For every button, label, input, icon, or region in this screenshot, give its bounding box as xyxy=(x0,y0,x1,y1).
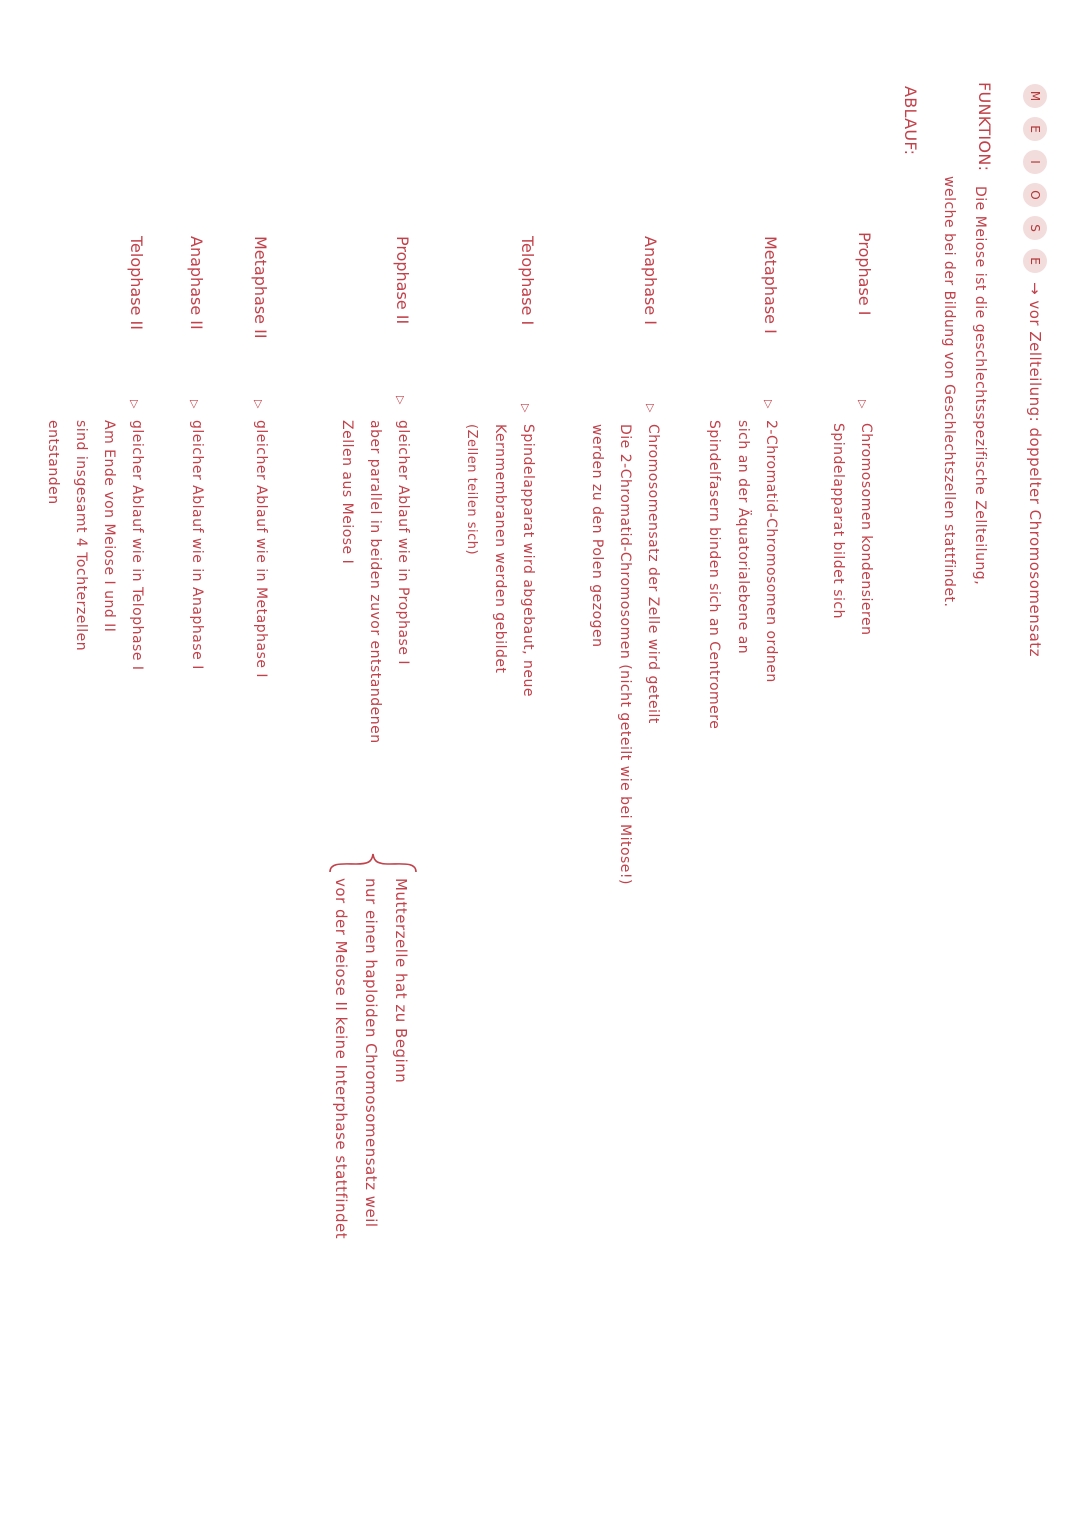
phase-line: 2-Chromatid-Chromosomen ordnen xyxy=(763,420,779,683)
title-letter-m: M xyxy=(1023,84,1047,108)
bullet-triangle-icon: ▷ xyxy=(188,400,201,409)
phase-name-prophase-2: Prophase II xyxy=(393,236,412,325)
bullet-triangle-icon: ▷ xyxy=(519,404,532,413)
bullet-triangle-icon: ▷ xyxy=(128,400,141,409)
phase-line: (Zellen teilen sich) xyxy=(464,424,479,556)
funktion-line-1: Die Meiose ist die geschlechtsspezifische Zellteilung, xyxy=(972,186,988,586)
phase-line: Chromosomensatz der Zelle wird geteilt xyxy=(645,424,661,724)
phase-line: Spindelapparat bildet sich xyxy=(830,423,846,619)
title-letter-o: O xyxy=(1023,183,1047,207)
side-note-line: nur einen haploiden Chromosomensatz weil xyxy=(362,878,380,1228)
phase-line: gleicher Ablauf wie in Metaphase I xyxy=(253,420,269,679)
phase-line: werden zu den Polen gezogen xyxy=(589,424,605,648)
title-letter-e: E xyxy=(1023,117,1047,141)
phase-line: Kernmembranen werden gebildet xyxy=(492,424,508,674)
side-note-line: vor der Meiose II keine Interphase stattfindet xyxy=(332,878,350,1240)
title-letter-s: S xyxy=(1023,216,1047,240)
phase-line: Am Ende von Meiose I und II xyxy=(101,420,117,633)
funktion-line-2: welche bei der Bildung von Geschlechtszellen stattfindet. xyxy=(941,176,957,608)
phase-line: gleicher Ablauf wie in Anaphase I xyxy=(189,420,205,670)
ablauf-label: ABLAUF: xyxy=(901,86,920,156)
curly-brace-icon xyxy=(326,850,420,878)
phase-name-metaphase-1: Metaphase I xyxy=(761,236,780,334)
phase-line: Spindelapparat wird abgebaut, neue xyxy=(520,424,536,697)
side-note-line: Mutterzelle hat zu Beginn xyxy=(392,878,410,1084)
phase-line: Die 2-Chromatid-Chromosomen (nicht geteilt wie bei Mitose!) xyxy=(617,424,633,885)
bullet-triangle-icon: ▷ xyxy=(252,400,265,409)
phase-line: gleicher Ablauf wie in Telophase I xyxy=(129,420,145,671)
bullet-triangle-icon: ▷ xyxy=(644,404,657,413)
phase-line: entstanden xyxy=(45,420,61,505)
phase-name-telophase-2: Telophase II xyxy=(127,236,146,330)
phase-name-prophase-1: Prophase I xyxy=(855,232,874,316)
phase-line: aber parallel in beiden zuvor entstandenen xyxy=(367,420,383,744)
phase-name-telophase-1: Telophase I xyxy=(518,236,537,326)
phase-name-metaphase-2: Metaphase II xyxy=(251,236,270,339)
bullet-triangle-icon: ▷ xyxy=(762,400,775,409)
phase-name-anaphase-2: Anaphase II xyxy=(187,236,206,330)
bullet-triangle-icon: ▷ xyxy=(856,400,869,409)
title-subtitle: → vor Zellteilung: doppelter Chromosomensatz xyxy=(1026,282,1044,658)
title-letter-e2: E xyxy=(1023,249,1047,273)
phase-name-anaphase-1: Anaphase I xyxy=(641,236,660,325)
title-letter-i: I xyxy=(1023,150,1047,174)
phase-line: sind insgesamt 4 Tochterzellen xyxy=(73,420,89,652)
phase-line: sich an der Äquatorialebene an xyxy=(735,420,751,655)
phase-line: Zellen aus Meiose I xyxy=(339,420,355,565)
phase-line: gleicher Ablauf wie in Prophase I xyxy=(395,420,411,666)
funktion-label: FUNKTION: xyxy=(975,82,994,172)
bullet-triangle-icon: ▷ xyxy=(394,396,407,405)
phase-line: Chromosomen kondensieren xyxy=(858,423,874,636)
phase-line: Spindelfasern binden sich an Centromere xyxy=(706,420,722,730)
